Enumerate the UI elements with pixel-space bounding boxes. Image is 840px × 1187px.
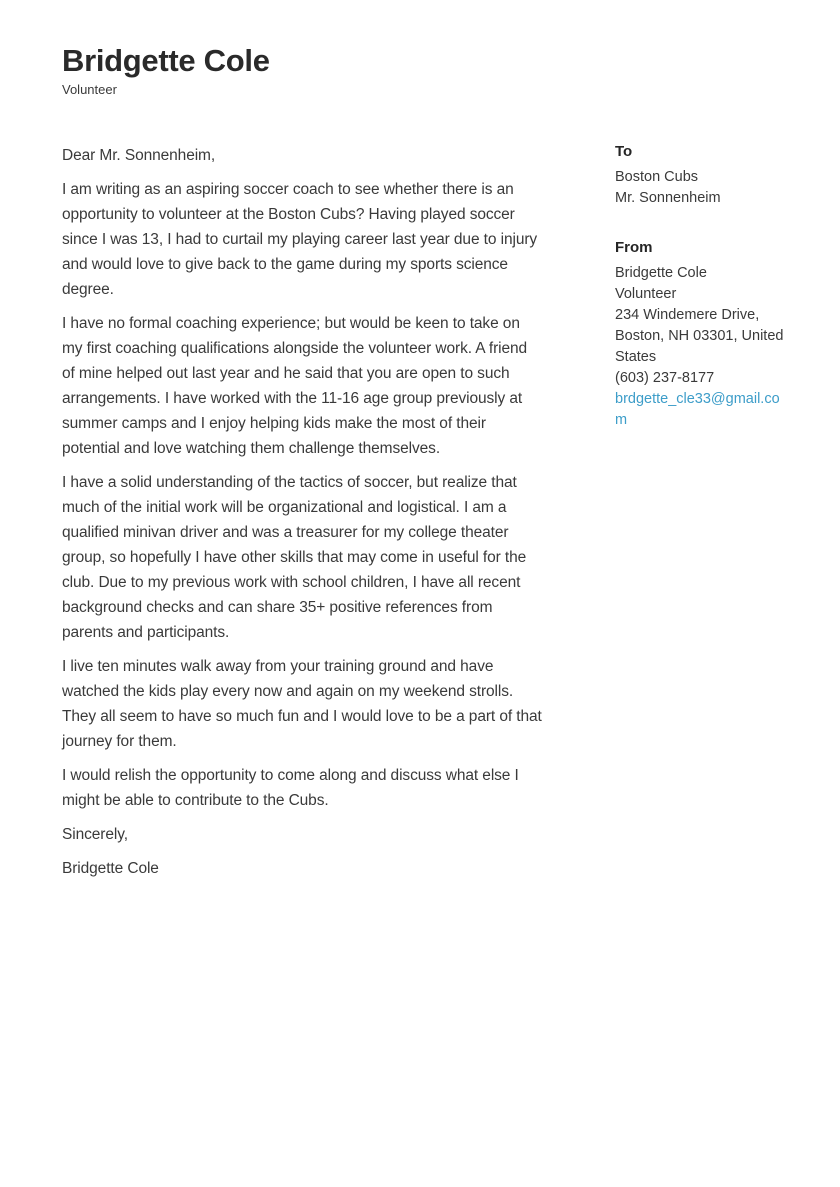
letter-paragraph: I have a solid understanding of the tactics of soccer, but realize that much of the initial work will be organizational and logistical. I am a qualified minivan driver and was a treasurer for my college theater group, so hopefully I have other skills that may come in useful for the club. Due to my previous work with school children, I have all recent background checks and can share 35+ positive references from parents and participants. [62, 474, 527, 641]
salutation: Dear Mr. Sonnenheim, [62, 147, 216, 164]
recipient-line: Boston Cubs [615, 169, 699, 185]
to-section [615, 143, 791, 209]
contact-sidebar [615, 143, 791, 461]
sender-line: Volunteer [615, 286, 677, 302]
page-title: Bridgette Cole [62, 43, 270, 78]
sender-line: 234 Windemere Drive, [615, 307, 760, 323]
recipient-line: Mr. Sonnenheim [615, 190, 721, 206]
job-title: Volunteer [62, 82, 117, 97]
signature: Bridgette Cole [62, 860, 159, 877]
letter-body [62, 143, 543, 890]
letter-paragraph: I have no formal coaching experience; but would be keen to take on my first coaching qualifications alongside the volunteer work. A friend of mine helped out last year and he said that you are open to such arrangements. I have worked with the 11-16 age group previously at summer camps and I enjoy helping kids make the most of their potential and love watching them challenge themselves. [62, 315, 528, 457]
content-columns [62, 143, 790, 890]
letter-paragraph: I am writing as an aspiring soccer coach to see whether there is an opportunity to volunteer at the Boston Cubs? Having played soccer since I was 13, I had to curtail my playing career last year due to injury and would love to give back to the game during my sports science degree. [62, 181, 538, 298]
sender-email-link[interactable]: brdgette_cle33@gmail.com [615, 391, 780, 428]
from-heading: From [615, 239, 653, 256]
letter-paragraph: I live ten minutes walk away from your training ground and have watched the kids play every now and again on my weekend strolls. They all seem to have so much fun and I would love to be a part of that journey for them. [62, 658, 542, 750]
closing: Sincerely, [62, 826, 128, 843]
sender-line: Boston, NH 03301, United States [615, 328, 784, 365]
sender-line: Bridgette Cole [615, 265, 707, 281]
document-header [62, 42, 790, 97]
letter-paragraph: I would relish the opportunity to come along and discuss what else I might be able to contribute to the Cubs. [62, 767, 519, 809]
from-section [615, 239, 791, 431]
sender-phone: (603) 237-8177 [615, 370, 715, 386]
to-heading: To [615, 143, 633, 160]
